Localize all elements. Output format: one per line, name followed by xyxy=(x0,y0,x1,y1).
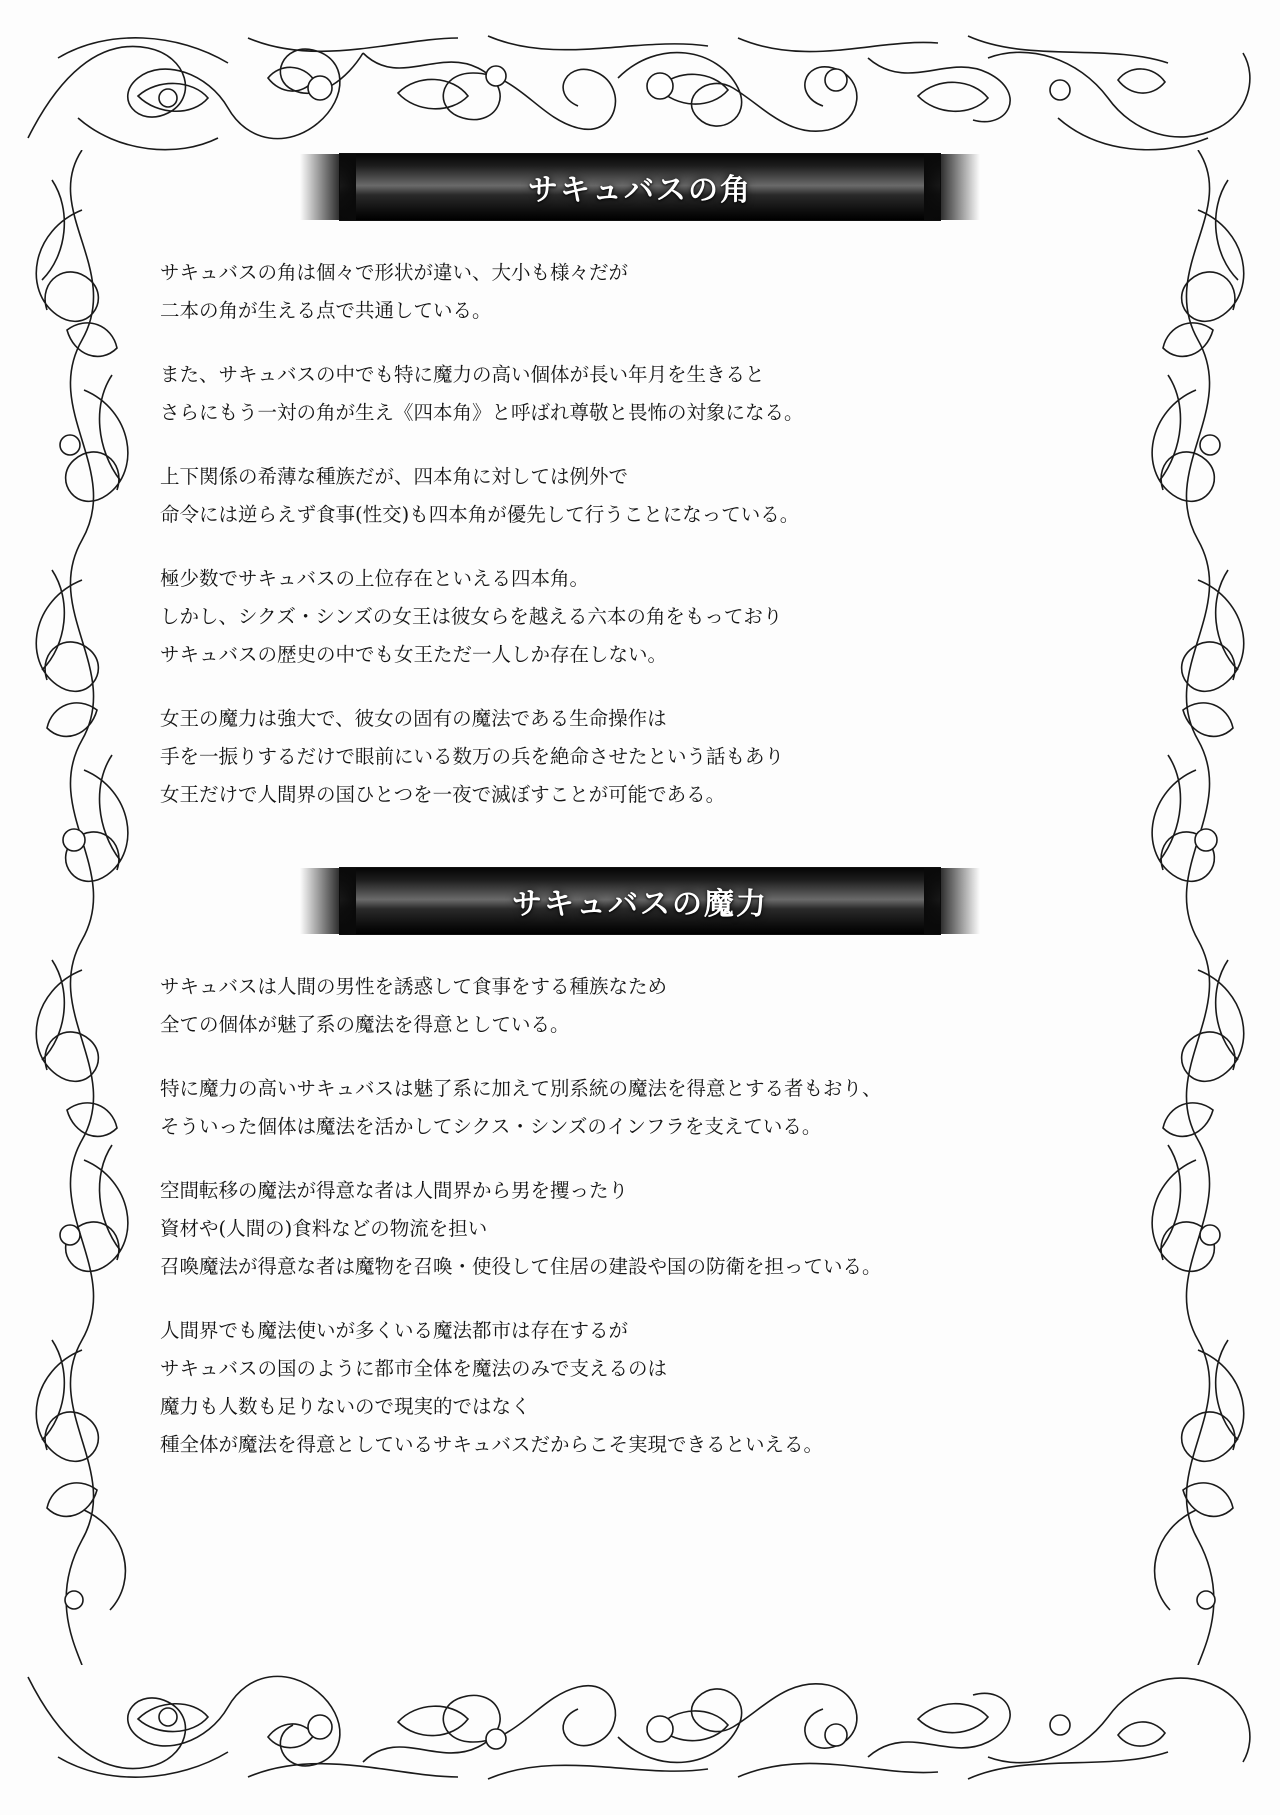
paragraph xyxy=(160,700,1130,814)
paragraph xyxy=(160,254,1130,330)
text-line: さらにもう一対の角が生え《四本角》と呼ばれ尊敬と畏怖の対象になる。 xyxy=(160,401,804,425)
section-body-2 xyxy=(160,968,1130,1464)
text-line: そういった個体は魔法を活かしてシクス・シンズのインフラを支えている。 xyxy=(160,1115,822,1139)
text-line: 資材や(人間の)食料などの物流を担い xyxy=(160,1217,488,1241)
text-line: 魔力も人数も足りないので現実的ではなく xyxy=(160,1395,531,1419)
text-line: 人間界でも魔法使いが多くいる魔法都市は存在するが xyxy=(160,1319,629,1343)
text-line: しかし、シクズ・シンズの女王は彼女らを越える六本の角をもっており xyxy=(160,605,783,629)
text-line: サキュバスの歴史の中でも女王ただ一人しか存在しない。 xyxy=(160,643,668,667)
text-line: また、サキュバスの中でも特に魔力の高い個体が長い年月を生きると xyxy=(160,363,765,387)
top-border-ornament xyxy=(18,18,1262,168)
paragraph xyxy=(160,1172,1130,1286)
text-line: 特に魔力の高いサキュバスは魅了系に加えて別系統の魔法を得意とする者もおり、 xyxy=(160,1077,882,1101)
paragraph xyxy=(160,356,1130,432)
left-border-ornament xyxy=(12,150,152,1665)
text-line: 全ての個体が魅了系の魔法を得意としている。 xyxy=(160,1013,570,1037)
paragraph xyxy=(160,1070,1130,1146)
text-line: サキュバスは人間の男性を誘惑して食事をする種族なため xyxy=(160,975,668,999)
paragraph xyxy=(160,968,1130,1044)
text-line: 命令には逆らえず食事(性交)も四本角が優先して行うことになっている。 xyxy=(160,503,800,527)
paragraph xyxy=(160,458,1130,534)
section-succubus-horns xyxy=(150,154,1130,814)
section-heading-1: サキュバスの角 xyxy=(528,173,752,208)
paragraph xyxy=(160,1312,1130,1464)
text-line: サキュバスの角は個々で形状が違い、大小も様々だが xyxy=(160,261,629,284)
text-line: 召喚魔法が得意な者は魔物を召喚・使役して住居の建設や国の防衛を担っている。 xyxy=(160,1255,882,1279)
section-body-1 xyxy=(160,254,1130,814)
text-line: 女王だけで人間界の国ひとつを一夜で滅ぼすことが可能である。 xyxy=(160,783,726,807)
section-succubus-magic xyxy=(150,868,1130,1464)
section-heading-2: サキュバスの魔力 xyxy=(512,887,768,923)
paragraph xyxy=(160,560,1130,674)
text-line: 空間転移の魔法が得意な者は人間界から男を攫ったり xyxy=(160,1179,629,1203)
text-line: 種全体が魔法を得意としているサキュバスだからこそ実現できるといえる。 xyxy=(160,1433,824,1457)
document-content xyxy=(150,150,1130,1650)
text-line: 二本の角が生える点で共通している。 xyxy=(160,299,492,323)
right-border-ornament xyxy=(1128,150,1268,1665)
text-line: 極少数でサキュバスの上位存在といえる四本角。 xyxy=(160,567,590,591)
bottom-border-ornament xyxy=(18,1647,1262,1797)
text-line: 女王の魔力は強大で、彼女の固有の魔法である生命操作は xyxy=(160,707,667,731)
text-line: サキュバスの国のように都市全体を魔法のみで支えるのは xyxy=(160,1357,668,1381)
text-line: 上下関係の希薄な種族だが、四本角に対しては例外で xyxy=(160,465,629,489)
section-heading-banner-1 xyxy=(340,154,940,220)
text-line: 手を一振りするだけで眼前にいる数万の兵を絶命させたという話もあり xyxy=(160,745,785,769)
section-heading-banner-2 xyxy=(340,868,940,934)
